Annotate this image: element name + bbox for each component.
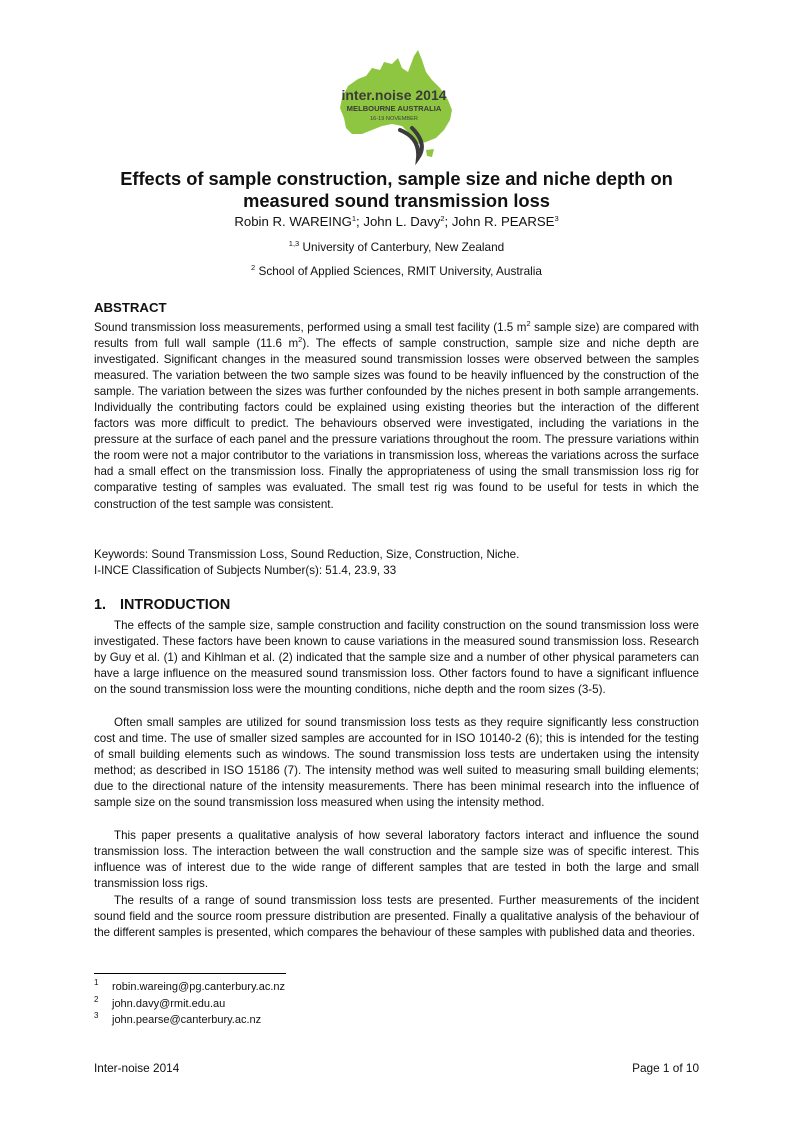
tasmania-shape [426,149,434,157]
australia-map-logo [328,46,460,168]
section-number: 1. [94,597,107,613]
abstract-sup-1: 2 [526,319,531,328]
author-2-sup: 2 [440,214,445,223]
logo-line-1: inter.noise 2014 [341,87,447,103]
section-title: INTRODUCTION [120,597,231,613]
introduction-heading [94,597,230,613]
footnote-1-email: robin.wareing@pg.canterbury.ac.nz [112,981,285,993]
keywords-line: Keywords: Sound Transmission Loss, Sound Reduction, Size, Construction, Niche. [94,548,520,561]
affiliation-2-text: School of Applied Sciences, RMIT University, Australia [255,264,542,278]
footnote-1: 1 robin.wareing@pg.canterbury.ac.nz [94,978,285,993]
title-line-2: measured sound transmission loss [243,190,550,211]
author-list [0,214,793,229]
logo-line-2: MELBOURNE AUSTRALIA [346,104,442,113]
abstract-sup-2: 2 [298,335,303,345]
affiliation-1-sup: 1,3 [288,239,300,248]
footnote-3-email: john.pearse@canterbury.ac.nz [112,1014,262,1026]
author-1-sup: 1 [351,214,357,223]
footnote-2-email: john.davy@rmit.edu.au [112,998,226,1010]
classification-line: I-INCE Classification of Subjects Number(s): 51.4, 23.9, 33 [94,564,397,578]
footnote-divider [94,973,286,974]
footer-conference: Inter-noise 2014 [94,1061,180,1075]
intro-paragraph-1: The effects of the sample size, sample construction and facility construction on the sound transmission loss were investigated. These factors have been known to cause variations in the measured sound transmission loss. Research by Guy et al. (1) and Kihlman et al. (2) indicated that the sample size and a number of other physical parameters can have a large influence on the measured sound transmission loss. Other factors found to have a significant influence on the sound transmission loss were the mounting conditions, niche depth and the room sizes (3-5). [94,619,699,697]
abstract-text-2: sample size) are compared with results from full wall sample (11.6 m [94,321,699,351]
footer-page-number: Page 1 of 10 [632,1061,699,1075]
paper-title [60,168,733,212]
affiliation-1 [0,240,793,254]
affiliation-1-text: University of Canterbury, New Zealand [299,240,505,254]
intro-paragraph-3: This paper presents a qualitative analysis of how several laboratory factors interact and influence the sound transmission loss. The interaction between the wall construction and the sample size was of specific interest. This influence was of interest due to the wide range of different samples that are tested in both the large and small transmission loss rigs. [94,829,699,891]
abstract-text [94,320,699,513]
author-2-name: ; John L. Davy [356,214,441,229]
intro-paragraph-2: Often small samples are utilized for sound transmission loss tests as they require significantly less construction cost and time. The use of smaller sized samples are accounted for in ISO 10140-2 (6); this is intended for the testing of small building elements such as windows. The sound transmission loss tests are undertaken using the intensity method; as described in ISO 15186 (7). The intensity method was well suited to measuring small building elements; due to the directional nature of the intensity measurements. There has been minimal research into the influence of sample size on the sound transmission loss measured when using the intensity method. [94,716,699,810]
abstract-text-1: Sound transmission loss measurements, performed using a small test facility (1.5 m [94,321,527,334]
intro-paragraph-4: The results of a range of sound transmission loss tests are presented. Further measurements of the incident sound field and the source room pressure distribution are presented. Finally a qualitative analysis of the behaviour of the different samples is presented, which compares the behaviour of these samples with published data and theories. [94,894,699,940]
keywords-block [94,547,519,579]
footnote-3: 3 john.pearse@canterbury.ac.nz [94,1011,262,1026]
affiliation-2-sup: 2 [251,263,256,272]
abstract-text-3: ). The effects of sample construction, sample size and niche depth are investigated. Significant changes in the measured sound transmission losses were observed between the samples measured. The variation between the two sample sizes was found to be heavily influenced by the construction of the sample. The variation between the sizes was further confounded by the niches present in both sample arrangements. Individually the contributing factors could be explained using existing theories but the interaction of the different factors was more difficult to predict. The behaviours observed were investigated, including the variations in the pressure at the surface of each panel and the pressure variations throughout the room. The pressure variations within the room were not a major contributor to the variations in transmission loss, whereas the variations across the surface had a small effect on the transmission loss. Finally the appropriateness of using the small transmission loss rig for comparative testing of samples was evaluated. The small test rig was found to be useful for tests in which the construction of the test sample was consistent. [94,337,699,511]
logo-line-3: 16-19 NOVEMBER [370,116,418,122]
conference-logo [328,46,460,168]
title-line-1: Effects of sample construction, sample size and niche depth on [120,168,673,189]
affiliation-2 [0,264,793,278]
author-3-name: ; John R. PEARSE [444,214,555,229]
author-3-sup: 3 [554,214,559,223]
author-1-name: Robin R. WAREING [234,214,352,229]
footnote-2: 2 john.davy@rmit.edu.au [94,995,226,1010]
abstract-heading: ABSTRACT [94,300,167,315]
